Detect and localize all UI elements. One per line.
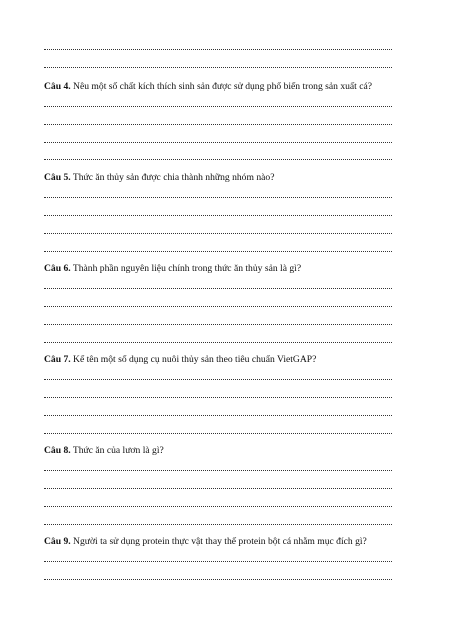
question-label: Câu 6.: [44, 263, 71, 274]
question-7: [44, 354, 316, 366]
question-label: Câu 5.: [44, 172, 71, 183]
answer-line: [44, 215, 392, 216]
answer-line: [44, 197, 392, 198]
answer-line: [44, 561, 392, 562]
question-text: Người ta sử dụng protein thực vật thay thế protein bột cá nhằm mục đích gì?: [70, 536, 367, 547]
answer-line: [44, 251, 392, 252]
answer-line: [44, 67, 392, 68]
answer-line: [44, 106, 392, 107]
answer-line: [44, 324, 392, 325]
question-text: Nêu một số chất kích thích sinh sản được sử dụng phổ biến trong sản xuất cá?: [70, 81, 373, 92]
question-label: Câu 8.: [44, 445, 71, 456]
answer-line: [44, 306, 392, 307]
answer-line: [44, 49, 392, 50]
question-6: [44, 263, 301, 275]
question-text: Thức ăn thủy sản được chia thành những nhóm nào?: [70, 172, 275, 183]
answer-line: [44, 433, 392, 434]
answer-line: [44, 159, 392, 160]
question-text: Thức ăn của lươn là gì?: [70, 445, 164, 456]
question-5: [44, 172, 274, 184]
answer-line: [44, 488, 392, 489]
answer-line: [44, 397, 392, 398]
answer-line: [44, 233, 392, 234]
question-text: Thành phần nguyên liệu chính trong thức ăn thủy sản là gì?: [70, 263, 302, 274]
answer-line: [44, 124, 392, 125]
answer-line: [44, 379, 392, 380]
question-text: Kể tên một số dụng cụ nuôi thủy sản theo tiêu chuẩn VietGAP?: [70, 354, 317, 365]
answer-line: [44, 470, 392, 471]
question-8: [44, 445, 164, 457]
answer-line: [44, 142, 392, 143]
answer-line: [44, 506, 392, 507]
answer-line: [44, 524, 392, 525]
answer-line: [44, 342, 392, 343]
question-label: Câu 7.: [44, 354, 71, 365]
answer-line: [44, 288, 392, 289]
question-4: [44, 81, 372, 93]
answer-line: [44, 415, 392, 416]
answer-line: [44, 579, 392, 580]
question-label: Câu 9.: [44, 536, 71, 547]
question-9: [44, 536, 367, 548]
question-label: Câu 4.: [44, 81, 71, 92]
